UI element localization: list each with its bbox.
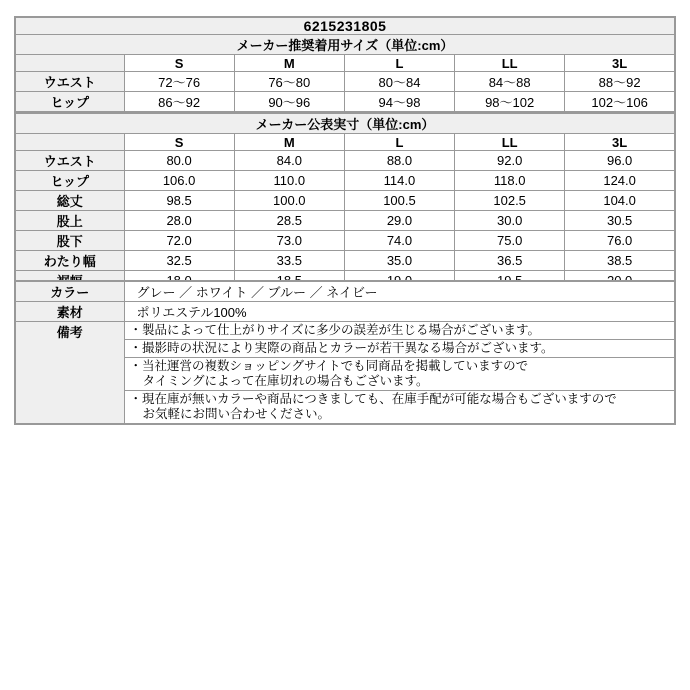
product-code-row	[15, 17, 675, 35]
size-value-cell: 118.0	[455, 171, 565, 191]
size-value-cell: 98.5	[124, 191, 234, 211]
size-value-cell: 102.5	[455, 191, 565, 211]
size-value-cell: 28.5	[234, 211, 344, 231]
size-value-cell: 110.0	[234, 171, 344, 191]
table-title-row	[15, 35, 675, 55]
size-column-header: LL	[455, 134, 565, 151]
size-column-header: S	[124, 134, 234, 151]
corner-cell	[15, 55, 124, 72]
table-row	[15, 171, 675, 191]
size-value-cell: 72.0	[124, 231, 234, 251]
corner-cell	[15, 134, 124, 151]
row-label: 股下	[15, 231, 124, 251]
table-row	[15, 211, 675, 231]
size-value-cell: 80.0	[124, 151, 234, 171]
size-value-cell: 88.0	[344, 151, 454, 171]
note-line: ・現在庫が無いカラーや商品につきましても、在庫手配が可能な場合もございますので	[129, 392, 617, 406]
size-value-cell: 84.0	[234, 151, 344, 171]
size-value-cell: 98～102	[455, 92, 565, 113]
size-value-cell: 88～92	[565, 72, 675, 92]
row-label: わたり幅	[15, 251, 124, 271]
note-line: ・当社運営の複数ショッピングサイトでも同商品を掲載していますので	[129, 359, 529, 373]
recommended-size-table	[14, 16, 676, 113]
size-column-header: 3L	[565, 55, 675, 72]
size-value-cell: 29.0	[344, 211, 454, 231]
size-value-cell: 92.0	[455, 151, 565, 171]
color-value: グレー ／ ホワイト ／ ブルー ／ ネイビー	[124, 281, 675, 302]
color-label: カラー	[15, 281, 124, 302]
size-column-header: M	[234, 134, 344, 151]
row-label: 総丈	[15, 191, 124, 211]
size-value-cell: 90～96	[234, 92, 344, 113]
size-value-cell: 73.0	[234, 231, 344, 251]
spec-table-title: メーカー公表実寸（単位:cm）	[15, 113, 675, 134]
size-column-header: S	[124, 55, 234, 72]
size-column-header: M	[234, 55, 344, 72]
row-label: ヒップ	[15, 171, 124, 191]
size-value-cell: 102～106	[565, 92, 675, 113]
note-cell	[124, 322, 675, 340]
size-value-cell: 86～92	[124, 92, 234, 113]
size-value-cell: 35.0	[344, 251, 454, 271]
size-value-cell: 76～80	[234, 72, 344, 92]
recommended-table-title: メーカー推奨着用サイズ（単位:cm）	[15, 35, 675, 55]
material-label: 素材	[15, 302, 124, 322]
size-value-cell: 96.0	[565, 151, 675, 171]
size-value-cell: 75.0	[455, 231, 565, 251]
notes-row	[15, 322, 675, 340]
size-value-cell: 32.5	[124, 251, 234, 271]
size-column-header: L	[344, 134, 454, 151]
table-title-row	[15, 113, 675, 134]
size-value-cell: 38.5	[565, 251, 675, 271]
size-value-cell: 80～84	[344, 72, 454, 92]
note-cell	[124, 358, 675, 391]
note-line: タイミングによって在庫切れの場合もございます。	[142, 374, 429, 388]
product-code: 6215231805	[15, 17, 675, 35]
size-header-row	[15, 55, 675, 72]
notes-label: 備考	[15, 322, 124, 425]
table-row	[15, 72, 675, 92]
size-header-row	[15, 134, 675, 151]
material-row	[15, 302, 675, 322]
size-value-cell: 114.0	[344, 171, 454, 191]
size-column-header: LL	[455, 55, 565, 72]
color-row	[15, 281, 675, 302]
size-value-cell: 33.5	[234, 251, 344, 271]
note-cell	[124, 340, 675, 358]
size-value-cell: 36.5	[455, 251, 565, 271]
row-label: 股上	[15, 211, 124, 231]
note-cell	[124, 391, 675, 425]
row-label: ウエスト	[15, 72, 124, 92]
size-value-cell: 94～98	[344, 92, 454, 113]
table-row	[15, 92, 675, 113]
table-row	[15, 191, 675, 211]
row-label: ウエスト	[15, 151, 124, 171]
size-value-cell: 72～76	[124, 72, 234, 92]
size-column-header: L	[344, 55, 454, 72]
table-row	[15, 231, 675, 251]
product-info-table	[14, 280, 676, 425]
note-line: お気軽にお問い合わせください。	[142, 407, 331, 421]
size-value-cell: 124.0	[565, 171, 675, 191]
size-value-cell: 104.0	[565, 191, 675, 211]
table-row	[15, 151, 675, 171]
size-value-cell: 106.0	[124, 171, 234, 191]
size-value-cell: 100.0	[234, 191, 344, 211]
table-row	[15, 251, 675, 271]
note-line: ・撮影時の状況により実際の商品とカラーが若干異なる場合がございます。	[129, 341, 554, 355]
row-label: ヒップ	[15, 92, 124, 113]
material-value: ポリエステル100%	[124, 302, 675, 322]
actual-measurements-table	[14, 112, 676, 292]
size-value-cell: 28.0	[124, 211, 234, 231]
size-value-cell: 30.5	[565, 211, 675, 231]
size-value-cell: 30.0	[455, 211, 565, 231]
note-line: ・製品によって仕上がりサイズに多少の誤差が生じる場合がございます。	[129, 323, 541, 337]
size-value-cell: 84～88	[455, 72, 565, 92]
size-value-cell: 76.0	[565, 231, 675, 251]
size-column-header: 3L	[565, 134, 675, 151]
size-value-cell: 100.5	[344, 191, 454, 211]
size-value-cell: 74.0	[344, 231, 454, 251]
